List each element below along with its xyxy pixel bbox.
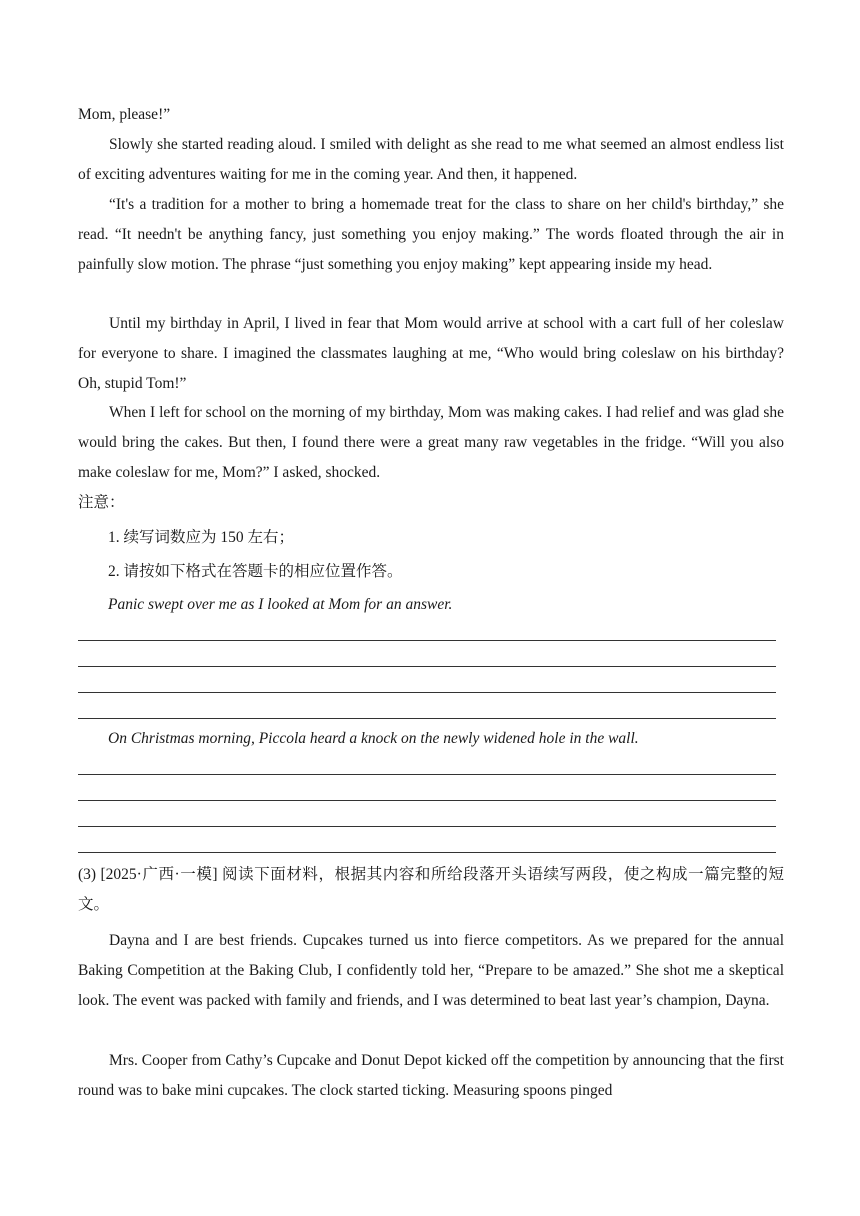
answer-line — [78, 666, 776, 667]
answer-line — [78, 774, 776, 775]
answer-line — [78, 718, 776, 719]
answer-line — [78, 852, 776, 853]
passage-paragraph-2: “It's a tradition for a mother to bring a homemade treat for the class to share on her child's birthday,” she read. “It needn't be anything fancy, just something you enjoy making.” The words floated through the air in painfully slow motion. The phrase “just something you enjoy making” kept appearing inside my head. — [78, 196, 784, 273]
continuation-prompt-1: Panic swept over me as I looked at Mom for an answer. — [108, 596, 453, 613]
question-3-header: (3) [2025·广西·一模] 阅读下面材料，根据其内容和所给段落开头语续写两段，使之构成一篇完整的短文。 — [78, 866, 784, 913]
note-item-word-count: 1. 续写词数应为 150 左右； — [108, 529, 295, 546]
passage-paragraph-4: When I left for school on the morning of my birthday, Mom was making cakes. I had relief and was glad she would bring the cakes. But then, I found there were a great many raw vegetables in the fridge. “Will you also make coleslaw for me, Mom?” I asked, shocked. — [78, 404, 784, 481]
passage-paragraph-1: Slowly she started reading aloud. I smiled with delight as she read to me what seemed an almost endless list of exciting adventures waiting for me in the coming year. And then, it happened. — [78, 136, 784, 183]
passage-paragraph-3: Until my birthday in April, I lived in fear that Mom would arrive at school with a cart full of her coleslaw for everyone to share. I imagined the classmates laughing at me, “Who would bring coleslaw on his birthday? Oh, stupid Tom!” — [78, 315, 784, 392]
question-3-paragraph-2: Mrs. Cooper from Cathy’s Cupcake and Donut Depot kicked off the competition by announcing that the first round was to bake mini cupcakes. The clock started ticking. Measuring spoons pinged — [78, 1052, 784, 1099]
question-3-paragraph-1: Dayna and I are best friends. Cupcakes turned us into fierce competitors. As we prepared for the annual Baking Competition at the Baking Club, I confidently told her, “Prepare to be amazed.” She shot me a skeptical look. The event was packed with family and friends, and I was determined to beat last year’s champion, Dayna. — [78, 932, 784, 1009]
answer-line — [78, 826, 776, 827]
answer-line — [78, 800, 776, 801]
passage-line-closing-quote: Mom, please!” — [78, 106, 171, 123]
answer-line — [78, 692, 776, 693]
answer-line — [78, 640, 776, 641]
note-item-format: 2. 请按如下格式在答题卡的相应位置作答。 — [108, 563, 403, 580]
notes-label: 注意： — [78, 494, 125, 511]
continuation-prompt-2: On Christmas morning, Piccola heard a knock on the newly widened hole in the wall. — [108, 730, 639, 747]
